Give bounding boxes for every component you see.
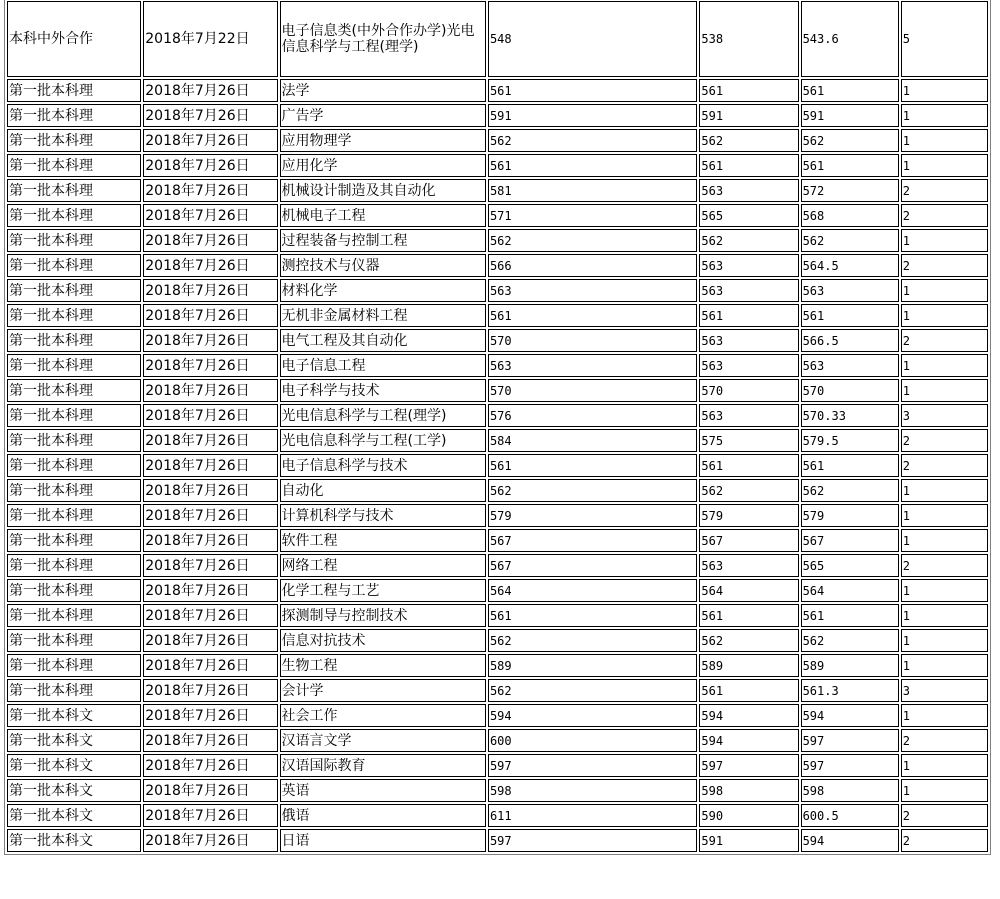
min-score-cell: 579	[699, 504, 798, 527]
table-body	[7, 1, 988, 852]
major-cell: 光电信息科学与工程(工学)	[280, 429, 486, 452]
batch-cell: 第一批本科理	[7, 479, 141, 502]
min-score-cell: 594	[699, 704, 798, 727]
date-cell: 2018年7月26日	[143, 279, 277, 302]
max-score-cell: 561	[488, 454, 697, 477]
date-cell: 2018年7月26日	[143, 79, 277, 102]
table-row	[7, 229, 988, 252]
date-cell: 2018年7月26日	[143, 654, 277, 677]
count-cell: 2	[901, 829, 988, 852]
max-score-cell: 561	[488, 79, 697, 102]
batch-cell: 第一批本科理	[7, 454, 141, 477]
table-row	[7, 804, 988, 827]
table-row	[7, 404, 988, 427]
min-score-cell: 589	[699, 654, 798, 677]
avg-score-cell: 570.33	[801, 404, 899, 427]
major-cell: 法学	[280, 79, 486, 102]
count-cell: 2	[901, 329, 988, 352]
table-row	[7, 304, 988, 327]
min-score-cell: 563	[699, 354, 798, 377]
max-score-cell: 591	[488, 104, 697, 127]
avg-score-cell: 561	[801, 304, 899, 327]
min-score-cell: 563	[699, 404, 798, 427]
avg-score-cell: 561.3	[801, 679, 899, 702]
min-score-cell: 562	[699, 479, 798, 502]
date-cell: 2018年7月26日	[143, 704, 277, 727]
batch-cell: 第一批本科理	[7, 404, 141, 427]
date-cell: 2018年7月26日	[143, 604, 277, 627]
major-cell: 材料化学	[280, 279, 486, 302]
max-score-cell: 571	[488, 204, 697, 227]
major-cell: 俄语	[280, 804, 486, 827]
major-cell: 应用化学	[280, 154, 486, 177]
major-cell: 光电信息科学与工程(理学)	[280, 404, 486, 427]
batch-cell: 第一批本科理	[7, 229, 141, 252]
major-cell: 软件工程	[280, 529, 486, 552]
date-cell: 2018年7月26日	[143, 354, 277, 377]
count-cell: 1	[901, 704, 988, 727]
date-cell: 2018年7月26日	[143, 779, 277, 802]
avg-score-cell: 562	[801, 229, 899, 252]
table-row	[7, 454, 988, 477]
batch-cell: 第一批本科理	[7, 329, 141, 352]
count-cell: 1	[901, 479, 988, 502]
avg-score-cell: 563	[801, 279, 899, 302]
major-cell: 信息对抗技术	[280, 629, 486, 652]
major-cell: 探测制导与控制技术	[280, 604, 486, 627]
avg-score-cell: 566.5	[801, 329, 899, 352]
max-score-cell: 611	[488, 804, 697, 827]
table-row	[7, 154, 988, 177]
avg-score-cell: 572	[801, 179, 899, 202]
major-cell: 无机非金属材料工程	[280, 304, 486, 327]
count-cell: 1	[901, 154, 988, 177]
max-score-cell: 570	[488, 379, 697, 402]
min-score-cell: 565	[699, 204, 798, 227]
date-cell: 2018年7月26日	[143, 154, 277, 177]
min-score-cell: 594	[699, 729, 798, 752]
major-cell: 广告学	[280, 104, 486, 127]
count-cell: 1	[901, 279, 988, 302]
count-cell: 1	[901, 654, 988, 677]
table-row	[7, 779, 988, 802]
batch-cell: 第一批本科文	[7, 754, 141, 777]
table-row	[7, 604, 988, 627]
avg-score-cell: 597	[801, 754, 899, 777]
date-cell: 2018年7月26日	[143, 229, 277, 252]
count-cell: 1	[901, 354, 988, 377]
avg-score-cell: 563	[801, 354, 899, 377]
major-cell: 应用物理学	[280, 129, 486, 152]
date-cell: 2018年7月26日	[143, 454, 277, 477]
avg-score-cell: 579	[801, 504, 899, 527]
min-score-cell: 563	[699, 254, 798, 277]
count-cell: 2	[901, 204, 988, 227]
max-score-cell: 548	[488, 1, 697, 77]
count-cell: 1	[901, 529, 988, 552]
batch-cell: 第一批本科理	[7, 304, 141, 327]
date-cell: 2018年7月26日	[143, 204, 277, 227]
table-row	[7, 179, 988, 202]
count-cell: 2	[901, 254, 988, 277]
count-cell: 1	[901, 604, 988, 627]
min-score-cell: 567	[699, 529, 798, 552]
max-score-cell: 594	[488, 704, 697, 727]
major-cell: 电子信息工程	[280, 354, 486, 377]
table-row	[7, 379, 988, 402]
count-cell: 2	[901, 454, 988, 477]
avg-score-cell: 564	[801, 579, 899, 602]
count-cell: 2	[901, 729, 988, 752]
min-score-cell: 563	[699, 279, 798, 302]
table-row	[7, 1, 988, 77]
avg-score-cell: 597	[801, 729, 899, 752]
batch-cell: 第一批本科文	[7, 829, 141, 852]
count-cell: 1	[901, 104, 988, 127]
major-cell: 电子信息科学与技术	[280, 454, 486, 477]
min-score-cell: 561	[699, 154, 798, 177]
count-cell: 2	[901, 804, 988, 827]
major-cell: 电子科学与技术	[280, 379, 486, 402]
table-row	[7, 529, 988, 552]
min-score-cell: 591	[699, 829, 798, 852]
avg-score-cell: 564.5	[801, 254, 899, 277]
avg-score-cell: 561	[801, 604, 899, 627]
max-score-cell: 597	[488, 829, 697, 852]
avg-score-cell: 594	[801, 704, 899, 727]
table-row	[7, 254, 988, 277]
date-cell: 2018年7月26日	[143, 479, 277, 502]
major-cell: 日语	[280, 829, 486, 852]
min-score-cell: 561	[699, 679, 798, 702]
date-cell: 2018年7月26日	[143, 429, 277, 452]
count-cell: 3	[901, 404, 988, 427]
date-cell: 2018年7月26日	[143, 304, 277, 327]
date-cell: 2018年7月26日	[143, 729, 277, 752]
batch-cell: 第一批本科理	[7, 104, 141, 127]
admission-score-table	[4, 0, 991, 855]
table-row	[7, 679, 988, 702]
avg-score-cell: 591	[801, 104, 899, 127]
avg-score-cell: 567	[801, 529, 899, 552]
batch-cell: 第一批本科理	[7, 604, 141, 627]
date-cell: 2018年7月26日	[143, 804, 277, 827]
date-cell: 2018年7月26日	[143, 754, 277, 777]
count-cell: 3	[901, 679, 988, 702]
major-cell: 社会工作	[280, 704, 486, 727]
min-score-cell: 598	[699, 779, 798, 802]
max-score-cell: 562	[488, 679, 697, 702]
avg-score-cell: 579.5	[801, 429, 899, 452]
count-cell: 2	[901, 554, 988, 577]
major-cell: 会计学	[280, 679, 486, 702]
major-cell: 电气工程及其自动化	[280, 329, 486, 352]
count-cell: 5	[901, 1, 988, 77]
date-cell: 2018年7月26日	[143, 379, 277, 402]
count-cell: 1	[901, 379, 988, 402]
batch-cell: 第一批本科理	[7, 254, 141, 277]
date-cell: 2018年7月26日	[143, 129, 277, 152]
batch-cell: 第一批本科文	[7, 779, 141, 802]
batch-cell: 第一批本科理	[7, 629, 141, 652]
major-cell: 化学工程与工艺	[280, 579, 486, 602]
table-row	[7, 704, 988, 727]
max-score-cell: 598	[488, 779, 697, 802]
major-cell: 过程装备与控制工程	[280, 229, 486, 252]
major-cell: 自动化	[280, 479, 486, 502]
min-score-cell: 563	[699, 179, 798, 202]
count-cell: 1	[901, 79, 988, 102]
avg-score-cell: 561	[801, 154, 899, 177]
date-cell: 2018年7月26日	[143, 529, 277, 552]
avg-score-cell: 543.6	[801, 1, 899, 77]
min-score-cell: 562	[699, 629, 798, 652]
batch-cell: 第一批本科理	[7, 554, 141, 577]
avg-score-cell: 562	[801, 129, 899, 152]
major-cell: 英语	[280, 779, 486, 802]
table-row	[7, 504, 988, 527]
major-cell: 机械电子工程	[280, 204, 486, 227]
max-score-cell: 567	[488, 554, 697, 577]
batch-cell: 第一批本科理	[7, 354, 141, 377]
avg-score-cell: 565	[801, 554, 899, 577]
min-score-cell: 564	[699, 579, 798, 602]
table-row	[7, 579, 988, 602]
count-cell: 1	[901, 579, 988, 602]
max-score-cell: 589	[488, 654, 697, 677]
avg-score-cell: 561	[801, 79, 899, 102]
min-score-cell: 562	[699, 129, 798, 152]
min-score-cell: 570	[699, 379, 798, 402]
table-row	[7, 429, 988, 452]
avg-score-cell: 562	[801, 629, 899, 652]
count-cell: 1	[901, 229, 988, 252]
date-cell: 2018年7月26日	[143, 554, 277, 577]
max-score-cell: 581	[488, 179, 697, 202]
batch-cell: 第一批本科理	[7, 179, 141, 202]
max-score-cell: 561	[488, 304, 697, 327]
count-cell: 1	[901, 754, 988, 777]
date-cell: 2018年7月26日	[143, 254, 277, 277]
table-row	[7, 354, 988, 377]
max-score-cell: 600	[488, 729, 697, 752]
avg-score-cell: 568	[801, 204, 899, 227]
avg-score-cell: 561	[801, 454, 899, 477]
count-cell: 2	[901, 429, 988, 452]
avg-score-cell: 598	[801, 779, 899, 802]
count-cell: 1	[901, 779, 988, 802]
major-cell: 机械设计制造及其自动化	[280, 179, 486, 202]
batch-cell: 第一批本科文	[7, 704, 141, 727]
table-row	[7, 204, 988, 227]
batch-cell: 第一批本科理	[7, 154, 141, 177]
batch-cell: 第一批本科理	[7, 129, 141, 152]
max-score-cell: 579	[488, 504, 697, 527]
batch-cell: 第一批本科理	[7, 204, 141, 227]
count-cell: 1	[901, 129, 988, 152]
min-score-cell: 562	[699, 229, 798, 252]
batch-cell: 第一批本科文	[7, 804, 141, 827]
max-score-cell: 562	[488, 479, 697, 502]
table-row	[7, 829, 988, 852]
table-row	[7, 629, 988, 652]
table-row	[7, 479, 988, 502]
max-score-cell: 564	[488, 579, 697, 602]
avg-score-cell: 600.5	[801, 804, 899, 827]
max-score-cell: 576	[488, 404, 697, 427]
major-cell: 计算机科学与技术	[280, 504, 486, 527]
batch-cell: 第一批本科理	[7, 429, 141, 452]
table-row	[7, 104, 988, 127]
batch-cell: 第一批本科理	[7, 279, 141, 302]
min-score-cell: 561	[699, 304, 798, 327]
max-score-cell: 562	[488, 229, 697, 252]
min-score-cell: 563	[699, 329, 798, 352]
max-score-cell: 567	[488, 529, 697, 552]
count-cell: 1	[901, 629, 988, 652]
major-cell: 汉语国际教育	[280, 754, 486, 777]
date-cell: 2018年7月26日	[143, 579, 277, 602]
count-cell: 2	[901, 179, 988, 202]
date-cell: 2018年7月22日	[143, 1, 277, 77]
min-score-cell: 561	[699, 79, 798, 102]
max-score-cell: 566	[488, 254, 697, 277]
table-row	[7, 279, 988, 302]
avg-score-cell: 570	[801, 379, 899, 402]
avg-score-cell: 562	[801, 479, 899, 502]
major-cell: 生物工程	[280, 654, 486, 677]
table-row	[7, 79, 988, 102]
batch-cell: 第一批本科理	[7, 654, 141, 677]
max-score-cell: 584	[488, 429, 697, 452]
table-row	[7, 654, 988, 677]
min-score-cell: 597	[699, 754, 798, 777]
min-score-cell: 563	[699, 554, 798, 577]
count-cell: 1	[901, 304, 988, 327]
max-score-cell: 570	[488, 329, 697, 352]
batch-cell: 第一批本科理	[7, 579, 141, 602]
avg-score-cell: 589	[801, 654, 899, 677]
date-cell: 2018年7月26日	[143, 829, 277, 852]
major-cell: 测控技术与仪器	[280, 254, 486, 277]
major-cell: 网络工程	[280, 554, 486, 577]
min-score-cell: 575	[699, 429, 798, 452]
date-cell: 2018年7月26日	[143, 179, 277, 202]
max-score-cell: 562	[488, 629, 697, 652]
avg-score-cell: 594	[801, 829, 899, 852]
batch-cell: 第一批本科理	[7, 504, 141, 527]
date-cell: 2018年7月26日	[143, 679, 277, 702]
date-cell: 2018年7月26日	[143, 504, 277, 527]
date-cell: 2018年7月26日	[143, 329, 277, 352]
batch-cell: 第一批本科理	[7, 679, 141, 702]
min-score-cell: 591	[699, 104, 798, 127]
date-cell: 2018年7月26日	[143, 404, 277, 427]
min-score-cell: 561	[699, 604, 798, 627]
major-cell: 汉语言文学	[280, 729, 486, 752]
min-score-cell: 590	[699, 804, 798, 827]
max-score-cell: 563	[488, 279, 697, 302]
max-score-cell: 561	[488, 154, 697, 177]
batch-cell: 第一批本科理	[7, 529, 141, 552]
table-row	[7, 754, 988, 777]
date-cell: 2018年7月26日	[143, 629, 277, 652]
major-cell: 电子信息类(中外合作办学)光电信息科学与工程(理学)	[280, 1, 486, 77]
table-row	[7, 129, 988, 152]
max-score-cell: 563	[488, 354, 697, 377]
max-score-cell: 561	[488, 604, 697, 627]
max-score-cell: 562	[488, 129, 697, 152]
date-cell: 2018年7月26日	[143, 104, 277, 127]
batch-cell: 第一批本科理	[7, 79, 141, 102]
count-cell: 1	[901, 504, 988, 527]
batch-cell: 第一批本科理	[7, 379, 141, 402]
table-row	[7, 729, 988, 752]
batch-cell: 第一批本科文	[7, 729, 141, 752]
batch-cell: 本科中外合作	[7, 1, 141, 77]
max-score-cell: 597	[488, 754, 697, 777]
table-row	[7, 554, 988, 577]
table-row	[7, 329, 988, 352]
min-score-cell: 561	[699, 454, 798, 477]
min-score-cell: 538	[699, 1, 798, 77]
